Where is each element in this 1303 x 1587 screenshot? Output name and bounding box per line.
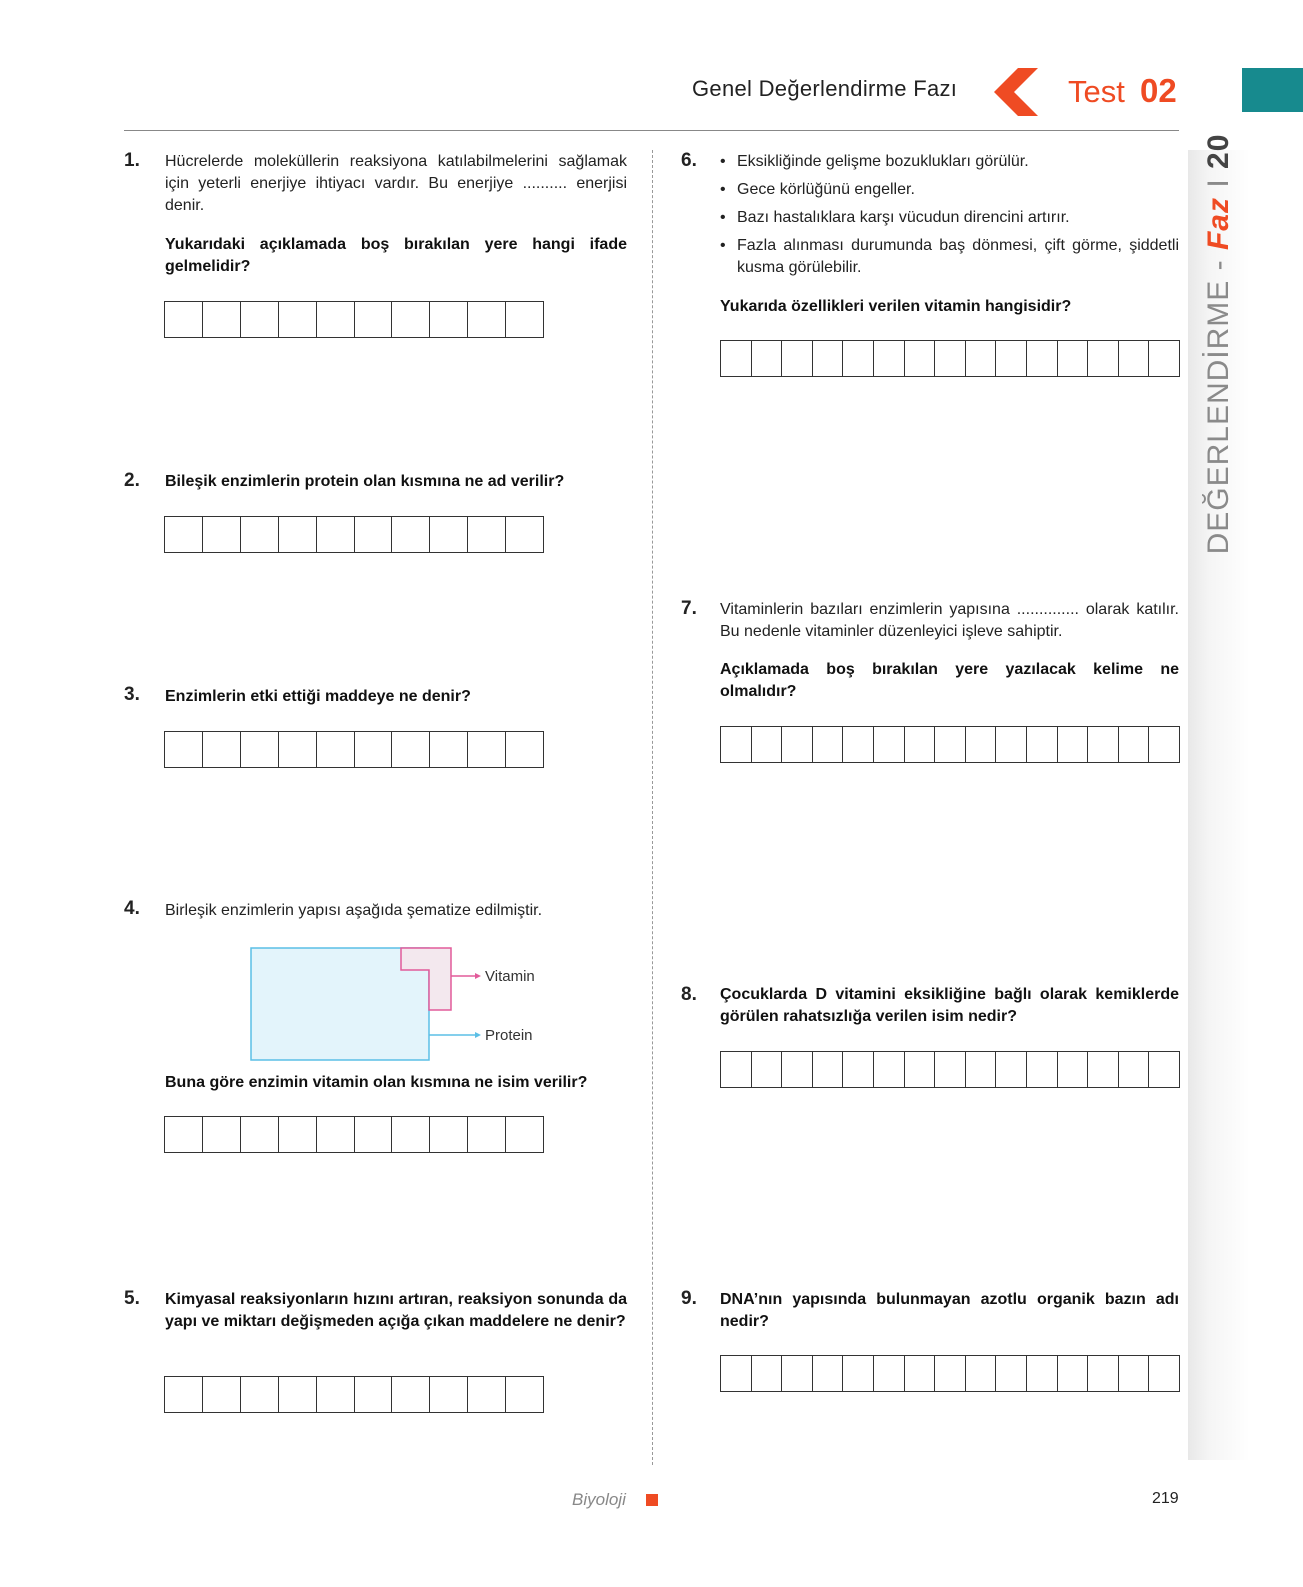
diagram-label-vitamin: Vitamin [485, 968, 535, 985]
answer-cell[interactable] [1119, 1052, 1150, 1087]
answer-cell[interactable] [468, 302, 506, 337]
answer-cell[interactable] [752, 1356, 783, 1391]
question-1-text: Hücrelerde moleküllerin reaksiyona katılabilmelerini sağlamak için yeterli enerjiye ihtiyacı vardır. Bu enerjiye .......... enerjisi denir. [165, 153, 627, 214]
answer-cell[interactable] [752, 727, 783, 762]
question-6-bullet: • Eksikliğinde gelişme bozuklukları görülür. [737, 151, 1179, 173]
answer-cell[interactable] [317, 517, 355, 552]
answer-grid-9[interactable] [720, 1355, 1180, 1392]
answer-cell[interactable] [241, 1377, 279, 1412]
question-7-text: Vitaminlerin bazıları enzimlerin yapısına .............. olarak katılır. Bu nedenle vitaminler düzenleyici işleve sahiptir. [720, 601, 1179, 640]
answer-cell[interactable] [966, 1356, 997, 1391]
answer-cell[interactable] [506, 517, 543, 552]
answer-cell[interactable] [752, 341, 783, 376]
question-number-8: 8. [681, 984, 697, 1005]
answer-cell[interactable] [1027, 1052, 1058, 1087]
question-number-6: 6. [681, 150, 697, 171]
answer-cell[interactable] [1149, 341, 1179, 376]
footer-subject: Biyoloji [572, 1490, 626, 1509]
sidebar-separator: I [1202, 178, 1235, 188]
answer-cell[interactable] [392, 517, 430, 552]
answer-cell[interactable] [1058, 1052, 1089, 1087]
answer-cell[interactable] [752, 1052, 783, 1087]
answer-cell[interactable] [165, 1117, 203, 1152]
question-2-prompt: Bileşik enzimlerin protein olan kısmına ne ad verilir? [165, 473, 565, 490]
answer-grid-2[interactable] [164, 516, 544, 553]
answer-cell[interactable] [279, 1117, 317, 1152]
question-3-prompt: Enzimlerin etki ettiği maddeye ne denir? [165, 688, 471, 705]
answer-cell[interactable] [1058, 1356, 1089, 1391]
question-7-prompt: Açıklamada boş bırakılan yere yazılacak kelime ne olmalıdır? [720, 661, 1179, 700]
answer-cell[interactable] [721, 1356, 752, 1391]
answer-cell[interactable] [468, 1377, 506, 1412]
answer-cell[interactable] [430, 1377, 468, 1412]
answer-cell[interactable] [165, 517, 203, 552]
answer-cell[interactable] [935, 341, 966, 376]
question-number-3: 3. [124, 684, 140, 705]
answer-cell[interactable] [430, 517, 468, 552]
question-8-prompt: Çocuklarda D vitamini eksikliğine bağlı olarak kemiklerde görülen rahatsızlığa verilen isim nedir? [720, 986, 1179, 1025]
answer-cell[interactable] [279, 302, 317, 337]
answer-cell[interactable] [905, 727, 936, 762]
answer-cell[interactable] [506, 732, 543, 767]
answer-cell[interactable] [996, 1052, 1027, 1087]
sidebar-label: DEĞERLENDİRME - [1202, 259, 1235, 555]
question-number-9: 9. [681, 1288, 697, 1309]
answer-cell[interactable] [1149, 1052, 1179, 1087]
answer-cell[interactable] [996, 727, 1027, 762]
answer-cell[interactable] [843, 1356, 874, 1391]
question-6-bullet: • Gece körlüğünü engeller. [737, 179, 1179, 201]
question-6-bullet: • Fazla alınması durumunda baş dönmesi, çift görme, şiddetli kusma görülebilir. [737, 235, 1179, 279]
answer-cell[interactable] [1027, 341, 1058, 376]
chevron-left-icon [994, 68, 1038, 116]
answer-cell[interactable] [813, 727, 844, 762]
answer-grid-1[interactable] [164, 301, 544, 338]
answer-cell[interactable] [468, 1117, 506, 1152]
answer-cell[interactable] [241, 302, 279, 337]
enzyme-diagram [248, 944, 548, 1064]
answer-cell[interactable] [203, 517, 241, 552]
faz-logo: Faz [1202, 197, 1235, 251]
answer-cell[interactable] [506, 1377, 543, 1412]
answer-cell[interactable] [203, 1377, 241, 1412]
answer-cell[interactable] [782, 1356, 813, 1391]
answer-cell[interactable] [1058, 727, 1089, 762]
answer-cell[interactable] [874, 1052, 905, 1087]
answer-cell[interactable] [1088, 1052, 1119, 1087]
answer-cell[interactable] [430, 302, 468, 337]
question-6-prompt: Yukarıda özellikleri verilen vitamin hangisidir? [720, 298, 1072, 315]
diagram-label-protein: Protein [485, 1027, 533, 1044]
answer-cell[interactable] [721, 341, 752, 376]
answer-cell[interactable] [966, 727, 997, 762]
answer-cell[interactable] [935, 1052, 966, 1087]
answer-cell[interactable] [843, 1052, 874, 1087]
answer-cell[interactable] [317, 1117, 355, 1152]
answer-grid-4[interactable] [164, 1116, 544, 1153]
answer-cell[interactable] [874, 341, 905, 376]
answer-cell[interactable] [935, 1356, 966, 1391]
answer-cell[interactable] [430, 732, 468, 767]
test-number: 02 [1140, 72, 1177, 109]
answer-cell[interactable] [966, 341, 997, 376]
answer-cell[interactable] [355, 517, 393, 552]
question-4-text: Birleşik enzimlerin yapısı aşağıda şematize edilmiştir. [165, 902, 543, 919]
answer-cell[interactable] [392, 302, 430, 337]
question-4-prompt: Buna göre enzimin vitamin olan kısmına ne isim verilir? [165, 1074, 588, 1091]
answer-cell[interactable] [813, 1356, 844, 1391]
answer-grid-6[interactable] [720, 340, 1180, 377]
question-1-prompt: Yukarıdaki açıklamada boş bırakılan yere hangi ifade gelmelidir? [165, 236, 627, 275]
question-5-prompt: Kimyasal reaksiyonların hızını artıran, reaksiyon sonunda da yapı ve miktarı değişmeden açığa çıkan maddelere ne denir? [165, 1291, 627, 1330]
column-divider [652, 150, 653, 1465]
header-rule [124, 130, 1179, 131]
answer-grid-5[interactable] [164, 1376, 544, 1413]
answer-cell[interactable] [279, 517, 317, 552]
answer-cell[interactable] [782, 1052, 813, 1087]
answer-cell[interactable] [874, 1356, 905, 1391]
answer-cell[interactable] [506, 302, 543, 337]
answer-cell[interactable] [468, 517, 506, 552]
answer-cell[interactable] [355, 1117, 393, 1152]
answer-cell[interactable] [721, 1052, 752, 1087]
answer-cell[interactable] [355, 302, 393, 337]
answer-cell[interactable] [468, 732, 506, 767]
answer-grid-7[interactable] [720, 726, 1180, 763]
question-number-4: 4. [124, 898, 140, 919]
answer-cell[interactable] [165, 732, 203, 767]
question-6-bullet: • Bazı hastalıklara karşı vücudun direncini artırır. [737, 207, 1179, 229]
question-number-1: 1. [124, 150, 140, 171]
footer-square-icon [646, 1494, 658, 1506]
answer-cell[interactable] [813, 1052, 844, 1087]
sidebar-number: 20 [1202, 133, 1235, 169]
teal-tab [1242, 68, 1303, 112]
answer-cell[interactable] [392, 1377, 430, 1412]
answer-cell[interactable] [721, 727, 752, 762]
answer-cell[interactable] [935, 727, 966, 762]
answer-cell[interactable] [317, 1377, 355, 1412]
answer-cell[interactable] [241, 732, 279, 767]
answer-cell[interactable] [355, 1377, 393, 1412]
answer-cell[interactable] [392, 732, 430, 767]
answer-cell[interactable] [317, 732, 355, 767]
answer-cell[interactable] [1027, 727, 1058, 762]
answer-cell[interactable] [843, 341, 874, 376]
page-number: 219 [1152, 1490, 1179, 1507]
answer-cell[interactable] [1088, 1356, 1119, 1391]
answer-cell[interactable] [874, 727, 905, 762]
answer-cell[interactable] [1149, 1356, 1179, 1391]
answer-cell[interactable] [1119, 1356, 1150, 1391]
answer-cell[interactable] [317, 302, 355, 337]
answer-cell[interactable] [1058, 341, 1089, 376]
answer-cell[interactable] [430, 1117, 468, 1152]
answer-grid-3[interactable] [164, 731, 544, 768]
answer-cell[interactable] [241, 517, 279, 552]
answer-cell[interactable] [279, 1377, 317, 1412]
question-number-2: 2. [124, 470, 140, 491]
answer-cell[interactable] [905, 1356, 936, 1391]
test-label: Test [1068, 74, 1125, 109]
answer-cell[interactable] [1119, 341, 1150, 376]
answer-cell[interactable] [1027, 1356, 1058, 1391]
answer-cell[interactable] [1088, 727, 1119, 762]
answer-cell[interactable] [843, 727, 874, 762]
answer-cell[interactable] [1149, 727, 1179, 762]
answer-cell[interactable] [782, 727, 813, 762]
sidebar-vertical-title [1202, 134, 1236, 555]
answer-cell[interactable] [905, 341, 936, 376]
answer-cell[interactable] [996, 1356, 1027, 1391]
answer-cell[interactable] [203, 732, 241, 767]
header-subtitle: Genel Değerlendirme Fazı [692, 76, 958, 101]
answer-cell[interactable] [203, 1117, 241, 1152]
question-number-7: 7. [681, 598, 697, 619]
answer-cell[interactable] [1119, 727, 1150, 762]
answer-cell[interactable] [355, 732, 393, 767]
answer-cell[interactable] [241, 1117, 279, 1152]
answer-cell[interactable] [165, 1377, 203, 1412]
answer-grid-8[interactable] [720, 1051, 1180, 1088]
answer-cell[interactable] [165, 302, 203, 337]
answer-cell[interactable] [506, 1117, 543, 1152]
answer-cell[interactable] [1088, 341, 1119, 376]
answer-cell[interactable] [392, 1117, 430, 1152]
question-number-5: 5. [124, 1288, 140, 1309]
answer-cell[interactable] [279, 732, 317, 767]
answer-cell[interactable] [996, 341, 1027, 376]
answer-cell[interactable] [203, 302, 241, 337]
answer-cell[interactable] [905, 1052, 936, 1087]
answer-cell[interactable] [966, 1052, 997, 1087]
answer-cell[interactable] [813, 341, 844, 376]
question-9-prompt: DNA’nın yapısında bulunmayan azotlu organik bazın adı nedir? [720, 1291, 1179, 1330]
answer-cell[interactable] [782, 341, 813, 376]
